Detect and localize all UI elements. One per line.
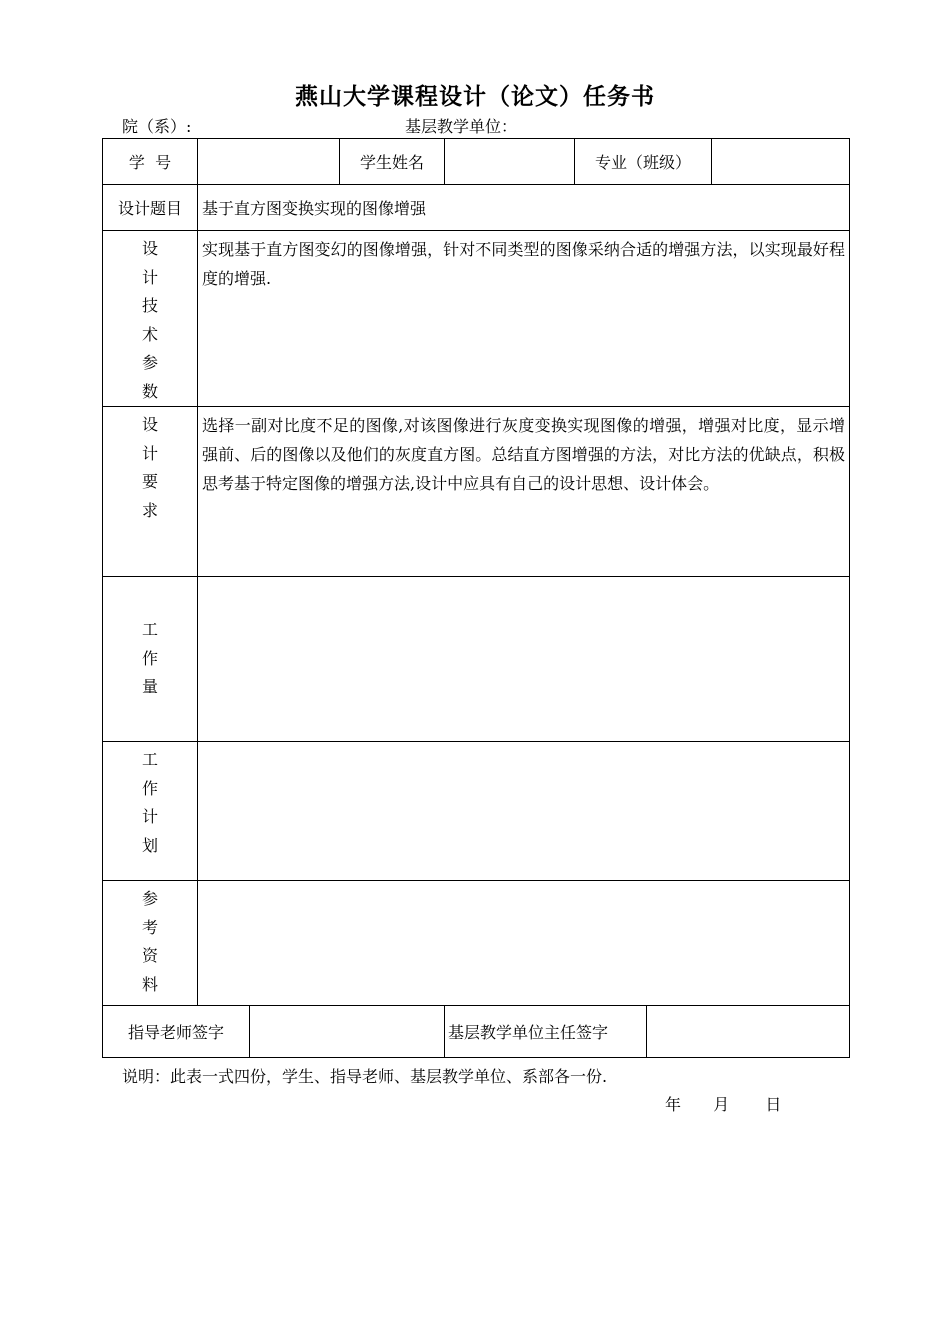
topic-row [103,185,850,231]
unit-label: 基层教学单位： [405,117,518,136]
advisor-signature-field[interactable] [250,1006,445,1058]
label-char: 参 [141,889,158,908]
label-char: 要 [141,472,158,491]
form-note: 说明：此表一式四份，学生、指导老师、基层教学单位、系部各一份. [122,1067,608,1086]
topic-value[interactable]: 基于直方图变换实现的图像增强 [198,185,850,231]
workload-label [103,577,198,742]
label-char: 参 [141,353,158,372]
task-form-table [102,138,850,1058]
tech-params-label [103,231,198,407]
label-char: 计 [141,443,158,463]
references-label [103,881,198,1006]
tech-params-value[interactable]: 实现基于直方图变幻的图像增强，针对不同类型的图像采纳合适的增强方法，以实现最好程度的增强. [198,231,850,407]
page-title: 燕山大学课程设计（论文）任务书 [295,83,655,110]
director-signature-field[interactable] [647,1006,850,1058]
student-name-field[interactable] [445,139,575,185]
director-signature-label: 基层教学单位主任签字 [445,1006,647,1058]
requirements-row [103,407,850,577]
requirements-value[interactable]: 选择一副对比度不足的图像,对该图像进行灰度变换实现图像的增强，增强对比度，显示增强前、后的图像以及他们的灰度直方图。总结直方图增强的方法，对比方法的优缺点，积极思考基于特定图像的增强方法,设计中应具有自己的设计思想、设计体会。 [198,407,850,577]
label-char: 工 [141,750,158,769]
label-char: 术 [141,324,158,344]
label-char: 设 [141,415,158,434]
label-char: 计 [141,807,158,826]
student-id-label: 学 号 [103,139,198,185]
label-char: 划 [141,835,158,855]
date-line [665,1092,781,1115]
references-row [103,881,850,1006]
signatures-row [103,1006,850,1058]
date-year: 年 [665,1095,682,1114]
references-field[interactable] [198,881,850,1006]
label-char: 作 [141,778,158,798]
label-char: 技 [141,296,158,315]
label-char: 料 [141,974,158,994]
work-plan-label [103,742,198,881]
work-plan-row [103,742,850,881]
label-char: 作 [141,648,158,668]
workload-row [103,577,850,742]
label-char: 设 [141,239,158,258]
department-label: 院（系）: [122,117,192,136]
label-char: 数 [141,381,158,401]
label-char: 工 [141,620,158,640]
label-char: 量 [141,677,158,697]
student-name-label: 学生姓名 [340,139,445,185]
date-month: 月 [713,1095,730,1114]
workload-field[interactable] [198,577,850,742]
topic-label: 设计题目 [103,185,198,231]
requirements-label [103,407,198,577]
work-plan-field[interactable] [198,742,850,881]
label-char: 资 [141,946,158,965]
label-char: 考 [141,917,158,937]
label-char: 求 [141,500,158,520]
major-field[interactable] [712,139,850,185]
advisor-signature-label: 指导老师签字 [103,1006,250,1058]
tech-params-row [103,231,850,407]
student-info-row [103,139,850,185]
major-label: 专业（班级） [575,139,712,185]
student-id-field[interactable] [198,139,340,185]
date-day: 日 [765,1095,782,1114]
label-char: 计 [141,267,158,287]
